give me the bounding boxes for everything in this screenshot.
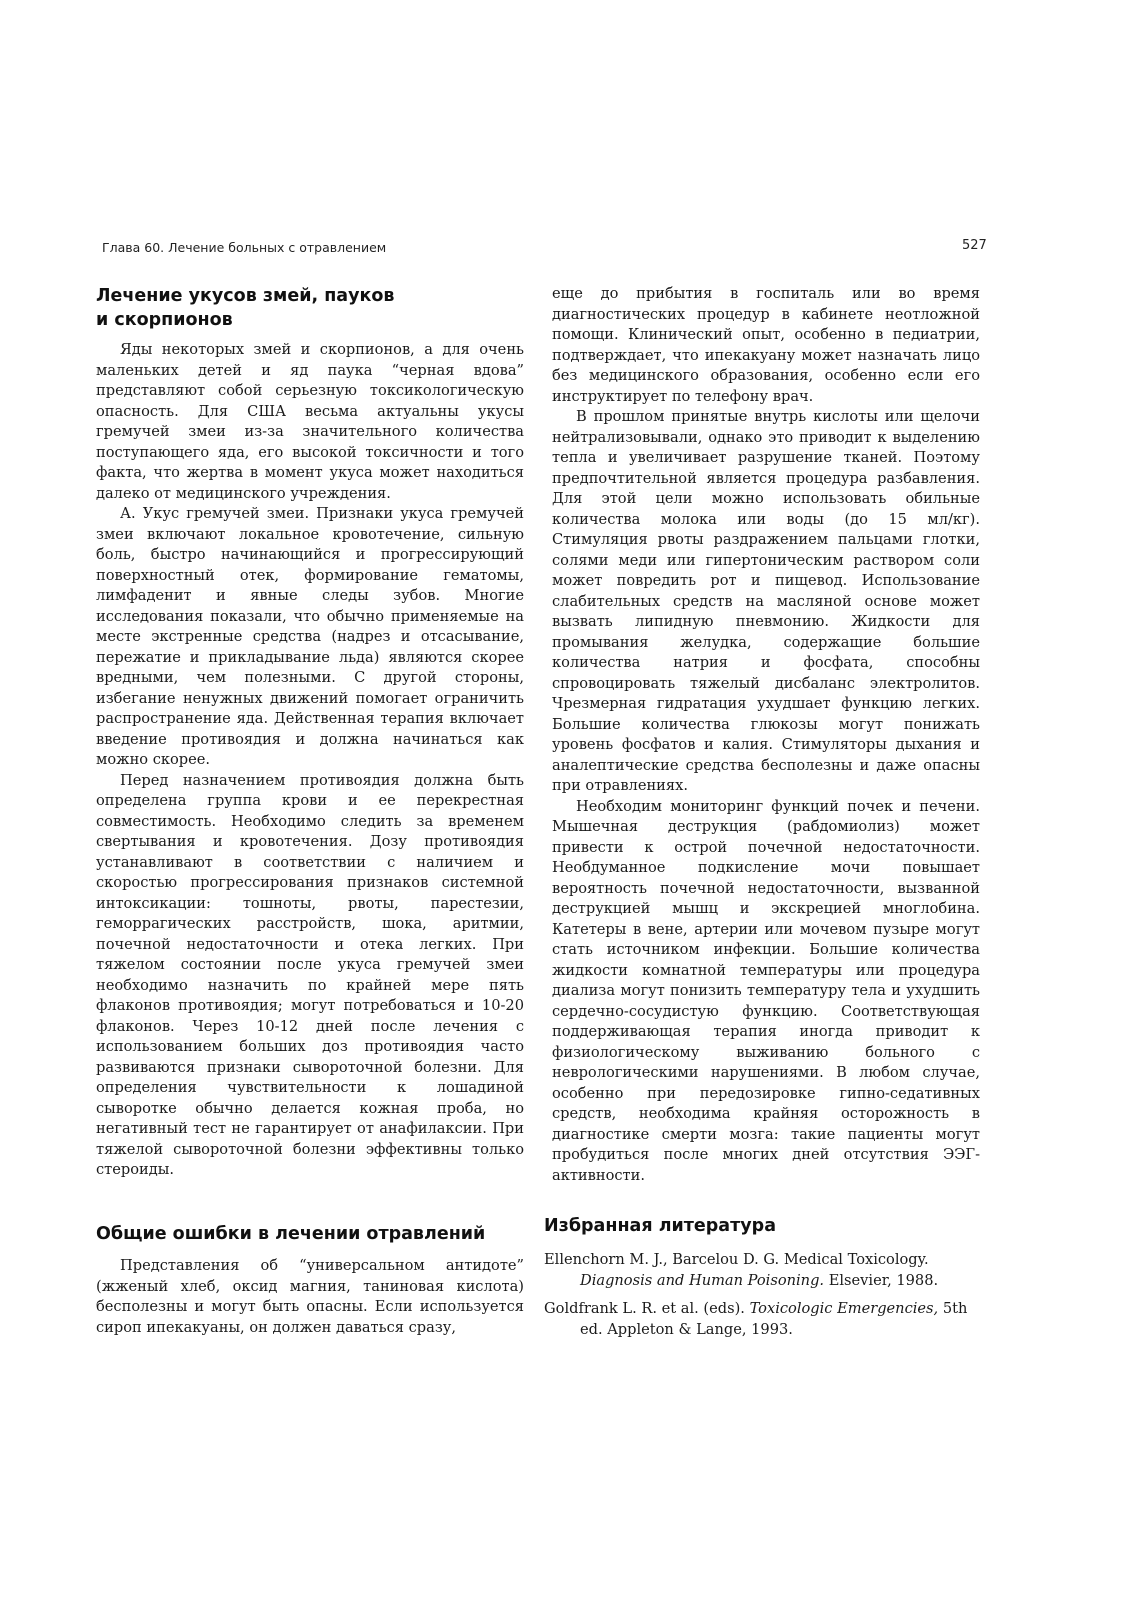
reference-item (544, 1299, 984, 1340)
paragraph: А. Укус гремучей змеи. Признаки укуса гремучей змеи включают локальное кровотечение, сильную боль, быстро начинающийся и прогрессирующий поверхностный отек, формирование гематомы, лимфаденит и явные следы зубов. Многие исследования показали, что обычно применяемые на месте экстренные средства (надрез и отсасывание, пережатие и прикладывание льда) являются скорее вредными, чем полезными. С другой стороны, избегание ненужных движений помогает ограничить распространение яда. Действенная терапия включает введение противоядия и должна начинаться как можно скорее. (96, 505, 524, 768)
reference-item (544, 1250, 984, 1291)
reference-list (544, 1250, 984, 1348)
section-heading-bites-line2: и скорпионов (96, 310, 233, 330)
right-column (552, 284, 980, 1186)
paragraph: еще до прибытия в госпиталь или во время диагностических процедур в кабинете неотложной помощи. Клинический опыт, особенно в педиатрии, подтверждает, что ипекакуану может назначать лицо без медицинского образования, особенно если его инструктирует по телефону врач. (552, 285, 980, 405)
running-header-chapter: Глава 60. Лечение больных с отравлением (102, 240, 387, 255)
paragraph: Перед назначением противоядия должна быть определена группа крови и ее перекрестная совместимость. Необходимо следить за временем свертывания и кровотечения. Дозу противоядия устанавливают в соответствии с наличием и скоростью прогрессирования признаков системной интоксикации: тошноты, рвоты, парестезии, геморрагических расстройств, шока, аритмии, почечной недостаточности и отека легких. При тяжелом состоянии после укуса гремучей змеи необходимо назначить по крайней мере пять флаконов противоядия; могут потребоваться и 10-20 флаконов. Через 10-12 дней после лечения с использованием больших доз противоядия часто развиваются признаки сывороточной болезни. Для определения чувствительности к лошадиной сыворотке обычно делается кожная проба, но негативный тест не гарантирует от анафилаксии. При тяжелой сывороточной болезни эффективны только стероиды. (96, 771, 524, 1178)
section-heading-bites (96, 284, 524, 332)
reference-authors: Goldfrank L. R. et al. (eds). (544, 1300, 745, 1317)
paragraph: Яды некоторых змей и скорпионов, а для очень маленьких детей и яд паука “черная вдова” представляют собой серьезную токсикологическую опасность. Для США весьма актуальны укусы гремучей змеи из-за значительного количества поступающего яда, его высокой токсичности и того факта, что жертва в момент укуса может находиться далеко от медицинского учреждения. (96, 341, 524, 502)
page-number: 527 (962, 238, 987, 253)
paragraph: Необходим мониторинг функций почек и печени. Мышечная деструкция (рабдомиолиз) может привести к острой почечной недостаточности. Необдуманное подкисление мочи повышает вероятность почечной недостаточности, вызванной деструкцией мышц и экскрецией многлобина. Катетеры в вене, артерии или мочевом пузыре могут стать источником инфекции. Большие количества жидкости комнатной температуры или процедура диализа могут понизить температуру тела и ухудшить сердечно-сосудистую функцию. Соответствующая поддерживающая терапия иногда приводит к физиологическому выживанию больного с неврологическими нарушениями. В любом случае, особенно при передозировке гипно-седативных средств, необходима крайняя осторожность в диагностике смерти мозга: такие пациенты могут пробудиться после многих дней отсутствия ЭЭГ-активности. (552, 797, 980, 1184)
section-heading-references: Избранная литература (544, 1216, 777, 1236)
paragraph: Представления об “универсальном антидоте” (жженый хлеб, оксид магния, таниновая кислота) бесполезны и могут быть опасны. Если используется сироп ипекакуаны, он должен даваться сразу, (96, 1257, 524, 1336)
section-heading-common-errors: Общие ошибки в лечении отравлений (96, 1224, 486, 1244)
reference-authors: Ellenchorn M. J., Barcelou D. G. Medical Toxicology. (544, 1251, 929, 1268)
paragraph: В прошлом принятые внутрь кислоты или щелочи нейтрализовывали, однако это приводит к выделению тепла и увеличивает разрушение тканей. Поэтому предпочтительной является процедура разбавления. Для этой цели можно использовать обильные количества молока или воды (до 15 мл/кг). Стимуляция рвоты раздражением пальцами глотки, солями меди или гипертоническим раствором соли может повредить рот и пищевод. Использование слабительных средств на масляной основе может вызвать липидную пневмонию. Жидкости для промывания желудка, содержащие большие количества натрия и фосфата, способны спровоцировать тяжелый дисбаланс электролитов. Чрезмерная гидратация ухудшает функцию легких. Большие количества глюкозы могут понижать уровень фосфатов и калия. Стимуляторы дыхания и аналептические средства бесполезны и даже опасны при отравлениях. (552, 408, 980, 794)
left-column-bottom (96, 1256, 524, 1338)
reference-title: Toxicologic Emergencies, (749, 1300, 939, 1317)
left-column (96, 284, 524, 1181)
section-heading-bites-line1: Лечение укусов змей, пауков (96, 286, 395, 306)
reference-publisher: Elsevier, 1988. (828, 1271, 939, 1289)
reference-title: Diagnosis and Human Poisoning. (580, 1271, 825, 1289)
reference-publisher: 5th ed. Appleton & Lange, 1993. (580, 1300, 968, 1338)
